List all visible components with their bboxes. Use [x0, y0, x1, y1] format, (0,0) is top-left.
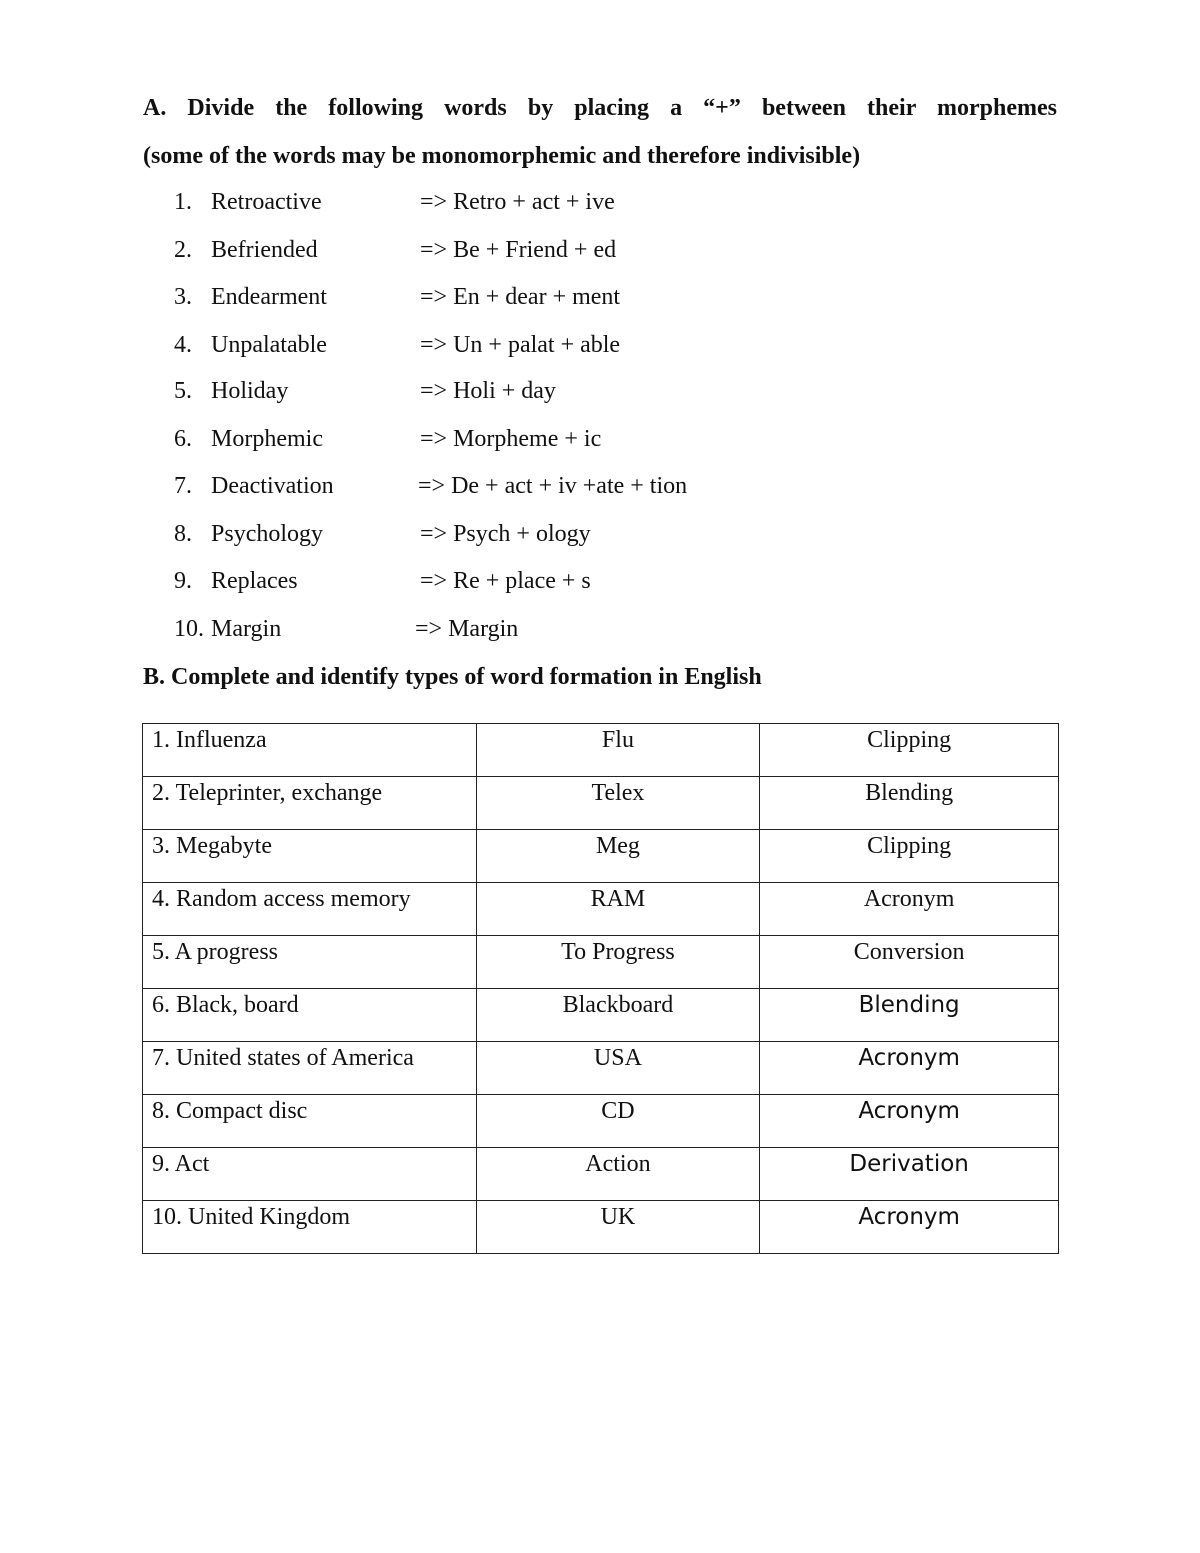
table-row	[143, 1095, 1059, 1148]
source-cell: 3. Megabyte	[143, 830, 477, 883]
result-cell: Telex	[476, 777, 760, 830]
item-number: 9.	[174, 568, 192, 594]
item-word: Holiday	[211, 378, 289, 404]
item-answer: => Morpheme + ic	[420, 426, 602, 452]
source-cell: 6. Black, board	[143, 989, 477, 1042]
type-cell: Acronym	[760, 883, 1059, 936]
item-number: 3.	[174, 284, 192, 310]
result-cell: UK	[476, 1201, 760, 1254]
table-row	[143, 724, 1059, 777]
table-row	[143, 883, 1059, 936]
type-cell: Clipping	[760, 830, 1059, 883]
item-answer: => Un + palat + able	[420, 332, 621, 358]
item-answer: => Retro + act + ive	[420, 189, 615, 215]
item-answer: => Psych + ology	[420, 521, 591, 547]
result-cell: Action	[476, 1148, 760, 1201]
type-cell: Acronym	[760, 1095, 1059, 1148]
source-cell: 5. A progress	[143, 936, 477, 989]
result-cell: USA	[476, 1042, 760, 1095]
table-row	[143, 1201, 1059, 1254]
item-word: Deactivation	[211, 473, 334, 499]
item-word: Endearment	[211, 284, 327, 310]
table-row	[143, 777, 1059, 830]
list-item	[174, 473, 688, 503]
result-cell: CD	[476, 1095, 760, 1148]
table-row	[143, 830, 1059, 883]
section-b-title: B. Complete and identify types of word formation in English	[143, 664, 762, 690]
list-item	[174, 332, 621, 362]
source-cell: 1. Influenza	[143, 724, 477, 777]
type-cell: Acronym	[760, 1201, 1059, 1254]
item-answer: => De + act + iv +ate + tion	[418, 473, 688, 499]
item-word: Replaces	[211, 568, 298, 594]
item-answer: => Margin	[415, 616, 519, 642]
source-cell: 8. Compact disc	[143, 1095, 477, 1148]
source-cell: 2. Teleprinter, exchange	[143, 777, 477, 830]
item-word: Retroactive	[211, 189, 322, 215]
table-row	[143, 936, 1059, 989]
item-answer: => Be + Friend + ed	[420, 237, 617, 263]
table-row	[143, 1148, 1059, 1201]
list-item	[174, 521, 591, 551]
item-word: Unpalatable	[211, 332, 327, 358]
list-item	[174, 284, 621, 314]
item-number: 5.	[174, 378, 192, 404]
item-number: 10.	[174, 616, 204, 642]
list-item	[174, 568, 591, 598]
type-cell: Derivation	[760, 1148, 1059, 1201]
item-word: Befriended	[211, 237, 318, 263]
word-formation-table	[142, 723, 1059, 1254]
item-answer: => Holi + day	[420, 378, 556, 404]
source-cell: 4. Random access memory	[143, 883, 477, 936]
source-cell: 7. United states of America	[143, 1042, 477, 1095]
item-answer: => En + dear + ment	[420, 284, 621, 310]
result-cell: Meg	[476, 830, 760, 883]
source-cell: 10. United Kingdom	[143, 1201, 477, 1254]
source-cell: 9. Act	[143, 1148, 477, 1201]
section-a-title: A. Divide the following words by placing a “+” between their morphemes	[143, 95, 1057, 121]
type-cell: Blending	[760, 989, 1059, 1042]
list-item	[174, 189, 615, 219]
list-item	[174, 237, 617, 267]
section-a-subtitle: (some of the words may be monomorphemic and therefore indivisible)	[143, 143, 861, 169]
result-cell: Flu	[476, 724, 760, 777]
type-cell: Acronym	[760, 1042, 1059, 1095]
list-item	[174, 378, 556, 408]
result-cell: To Progress	[476, 936, 760, 989]
item-word: Psychology	[211, 521, 324, 547]
item-number: 4.	[174, 332, 192, 358]
list-item	[174, 616, 519, 646]
item-number: 1.	[174, 189, 192, 215]
item-word: Morphemic	[211, 426, 323, 452]
item-word: Margin	[211, 616, 282, 642]
list-item	[174, 426, 602, 456]
result-cell: Blackboard	[476, 989, 760, 1042]
table-row	[143, 1042, 1059, 1095]
result-cell: RAM	[476, 883, 760, 936]
type-cell: Clipping	[760, 724, 1059, 777]
item-answer: => Re + place + s	[420, 568, 591, 594]
type-cell: Conversion	[760, 936, 1059, 989]
item-number: 7.	[174, 473, 192, 499]
table-row	[143, 989, 1059, 1042]
type-cell: Blending	[760, 777, 1059, 830]
item-number: 6.	[174, 426, 192, 452]
item-number: 2.	[174, 237, 192, 263]
item-number: 8.	[174, 521, 192, 547]
